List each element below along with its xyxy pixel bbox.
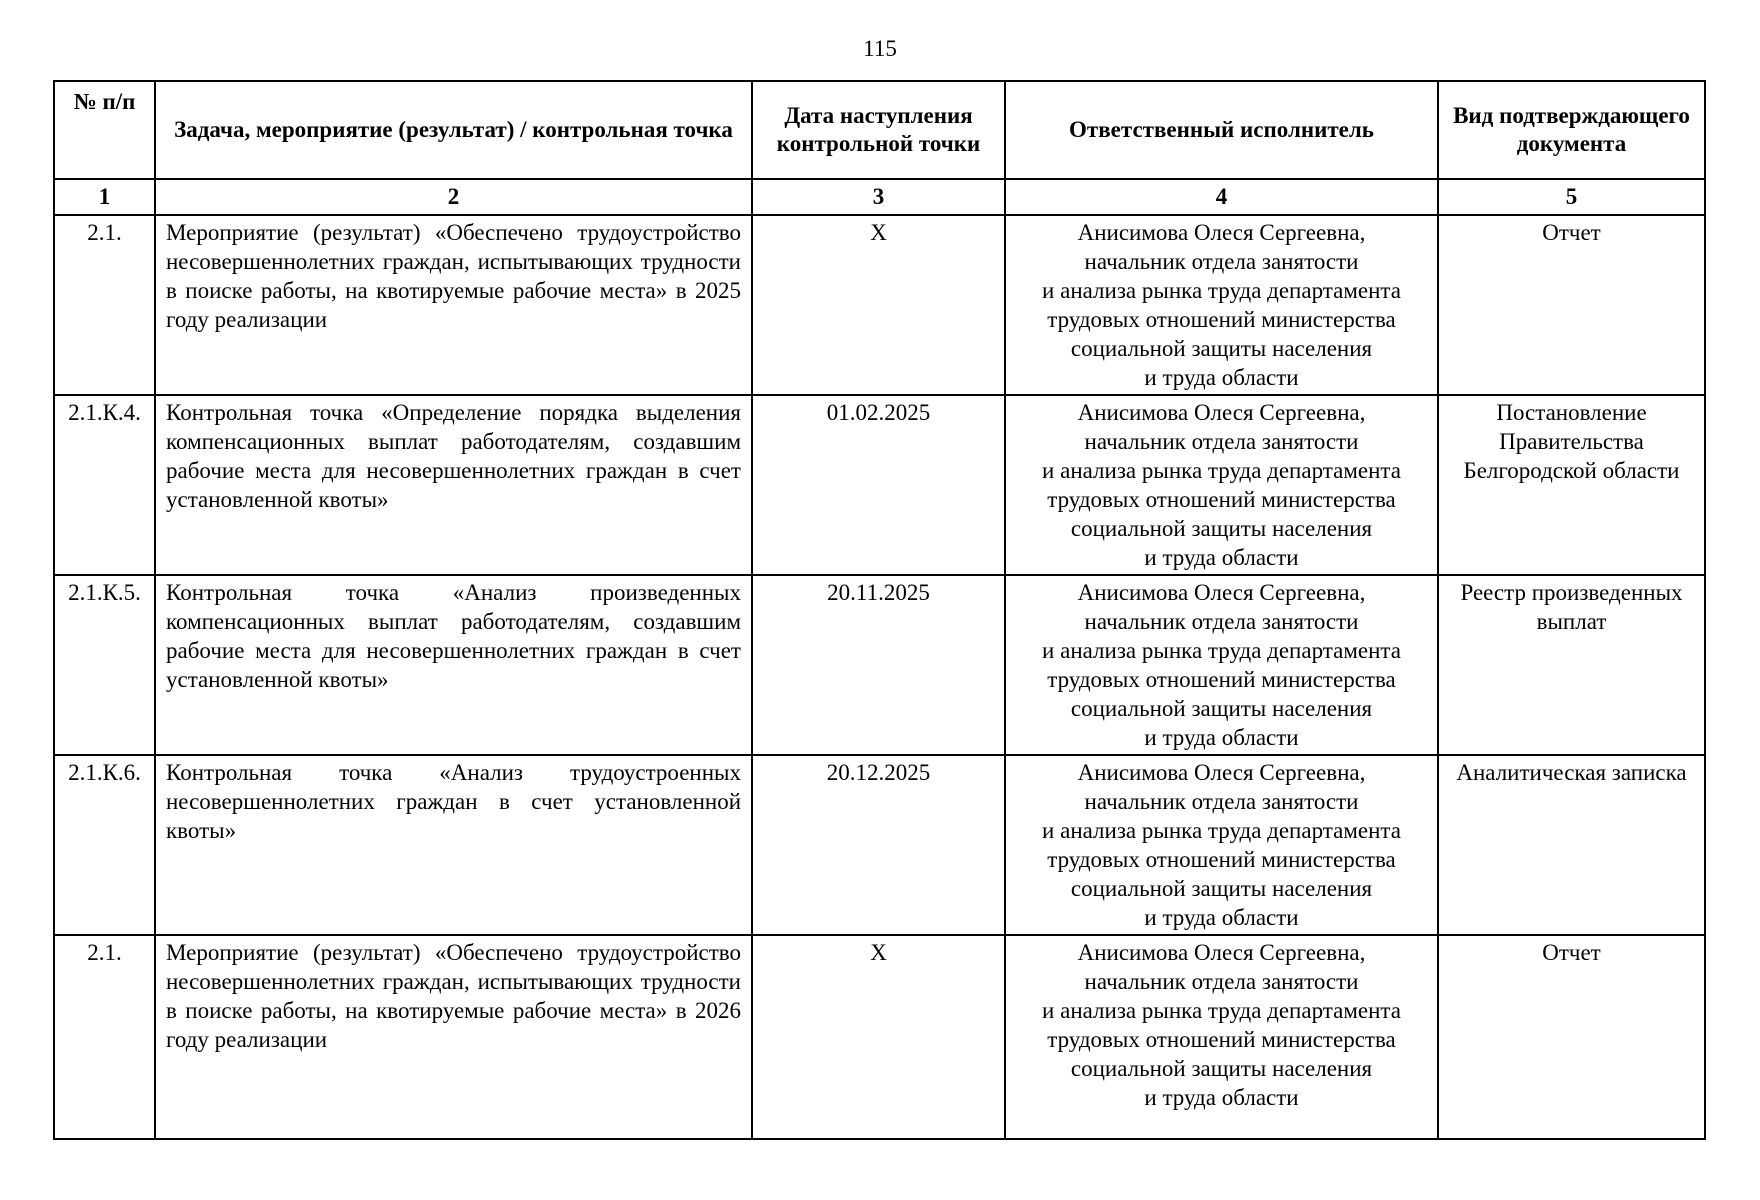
row-number: 2.1. [54,935,155,1139]
row-executor [1005,215,1438,395]
row-date: 20.11.2025 [752,575,1005,755]
row-document: Отчет [1438,215,1705,395]
table-row [54,215,1705,395]
table-row [54,935,1705,1139]
row-document: Реестр произведенных выплат [1438,575,1705,755]
header-task: Задача, мероприятие (результат) / контрольная точка [155,81,752,179]
row-document: Отчет [1438,935,1705,1139]
column-number: 2 [155,179,752,215]
executor-line: начальник отдела занятости [1084,429,1359,454]
row-number: 2.1.К.5. [54,575,155,755]
executor-line: начальник отдела занятости [1084,249,1359,274]
row-number: 2.1.К.6. [54,755,155,935]
row-task: Контрольная точка «Анализ произведенных компенсационных выплат работодателям, создавшим рабочие места для несовершеннолетних граждан в счет установленной квоты» [155,575,752,755]
executor-line: трудовых отношений министерства [1047,307,1396,332]
executor-line: социальной защиты населения [1070,1056,1373,1081]
page-number: 115 [863,36,897,61]
row-date: 01.02.2025 [752,395,1005,575]
row-executor [1005,755,1438,935]
table-row [54,575,1705,755]
column-number: 1 [54,179,155,215]
header-num: № п/п [54,81,155,179]
executor-line: Анисимова Олеся Сергеевна, [1077,940,1366,965]
row-number: 2.1. [54,215,155,395]
executor-line: начальник отдела занятости [1084,969,1359,994]
executor-line: Анисимова Олеся Сергеевна, [1077,760,1366,785]
header-row [54,81,1705,179]
executor-line: социальной защиты населения [1070,336,1373,361]
control-points-table [53,80,1706,1140]
executor-line: и труда области [1144,1085,1299,1110]
row-task: Мероприятие (результат) «Обеспечено трудоустройство несовершеннолетних граждан, испытывающих трудности в поиске работы, на квотируемые рабочие места» в 2025 году реализации [155,215,752,395]
column-number: 4 [1005,179,1438,215]
header-executor: Ответственный исполнитель [1005,81,1438,179]
executor-line: трудовых отношений министерства [1047,847,1396,872]
executor-line: начальник отдела занятости [1084,609,1359,634]
executor-line: и анализа рынка труда департамента [1042,818,1401,843]
executor-line: Анисимова Олеся Сергеевна, [1077,220,1366,245]
executor-line: Анисимова Олеся Сергеевна, [1077,400,1366,425]
executor-line: социальной защиты населения [1070,696,1373,721]
row-executor [1005,395,1438,575]
row-date: X [752,935,1005,1139]
row-date: X [752,215,1005,395]
executor-line: трудовых отношений министерства [1047,487,1396,512]
executor-line: и труда области [1144,905,1299,930]
executor-line: Анисимова Олеся Сергеевна, [1077,580,1366,605]
executor-line: и труда области [1144,545,1299,570]
executor-line: трудовых отношений министерства [1047,667,1396,692]
executor-line: социальной защиты населения [1070,516,1373,541]
table-row [54,755,1705,935]
table-row [54,395,1705,575]
executor-line: и анализа рынка труда департамента [1042,458,1401,483]
header-date: Дата наступления контрольной точки [752,81,1005,179]
executor-line: трудовых отношений министерства [1047,1027,1396,1052]
row-number: 2.1.К.4. [54,395,155,575]
column-number: 5 [1438,179,1705,215]
executor-line: и труда области [1144,365,1299,390]
executor-line: начальник отдела занятости [1084,789,1359,814]
row-executor [1005,935,1438,1139]
row-task: Контрольная точка «Определение порядка выделения компенсационных выплат работодателям, создавшим рабочие места для несовершеннолетних граждан в счет установленной квоты» [155,395,752,575]
row-task: Контрольная точка «Анализ трудоустроенных несовершеннолетних граждан в счет установленной квоты» [155,755,752,935]
row-document: Аналитическая записка [1438,755,1705,935]
column-number-row [54,179,1705,215]
executor-line: и труда области [1144,725,1299,750]
executor-line: и анализа рынка труда департамента [1042,278,1401,303]
row-executor [1005,575,1438,755]
row-date: 20.12.2025 [752,755,1005,935]
column-number: 3 [752,179,1005,215]
row-task: Мероприятие (результат) «Обеспечено трудоустройство несовершеннолетних граждан, испытывающих трудности в поиске работы, на квотируемые рабочие места» в 2026 году реализации [155,935,752,1139]
header-document: Вид подтверждающего документа [1438,81,1705,179]
executor-line: социальной защиты населения [1070,876,1373,901]
row-document: Постановление Правительства Белгородской области [1438,395,1705,575]
executor-line: и анализа рынка труда департамента [1042,638,1401,663]
executor-line: и анализа рынка труда департамента [1042,998,1401,1023]
